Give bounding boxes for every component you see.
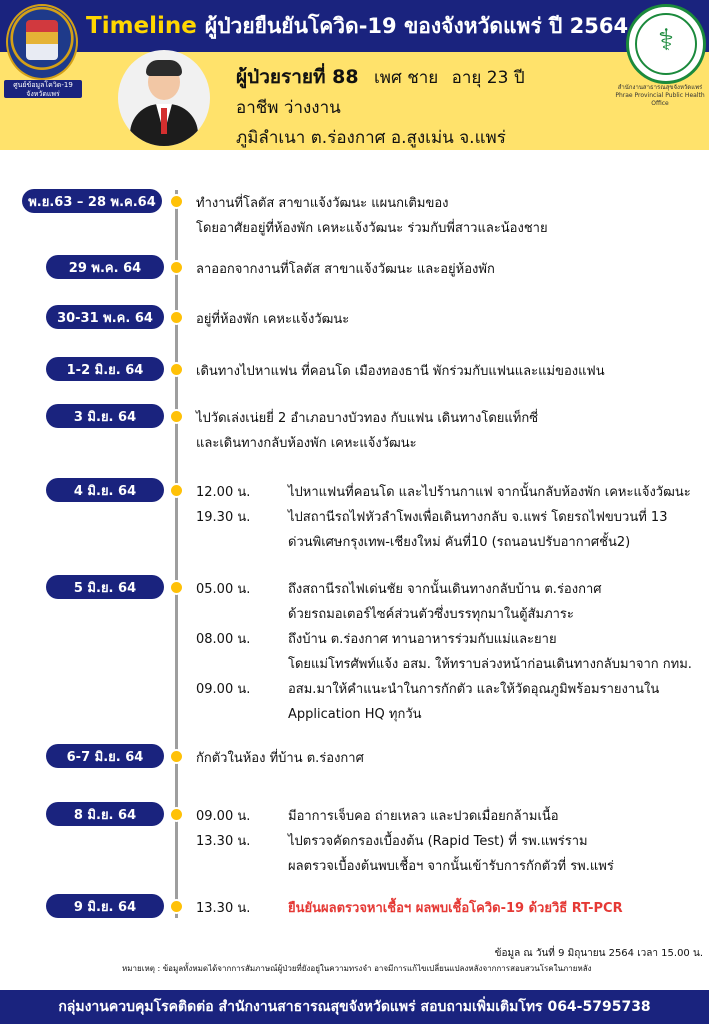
patient-occupation: อาชีพ ว่างงาน — [236, 98, 341, 118]
date-pill: 29 พ.ค. 64 — [46, 255, 164, 279]
patient-sex: เพศ ชาย — [374, 68, 439, 88]
date-pill: 6-7 มิ.ย. 64 — [46, 744, 164, 768]
event-text: ถึงสถานีรถไฟเด่นชัย จากนั้นเดินทางกลับบ้าน ต.ร่องกาศ — [288, 582, 602, 597]
title-rest: ผู้ป่วยยืนยันโควิด-19 ของจังหวัดแพร่ ปี 2564 — [204, 13, 629, 38]
event-time: 05.00 น. — [196, 582, 251, 597]
timeline-dot — [169, 310, 184, 325]
event-text: ไปวัดเล่งเน่ยยี่ 2 อำเภอบางบัวทอง กับแฟน เดินทางโดยแท็กซี่ — [196, 411, 539, 426]
event-text: โดยแม่โทรศัพท์แจ้ง อสม. ให้ทราบล่วงหน้าก่อนเดินทางกลับมาจาก กทม. — [288, 657, 692, 672]
timeline-dot — [169, 899, 184, 914]
event-text: Application HQ ทุกวัน — [288, 707, 422, 722]
timeline-dot — [169, 260, 184, 275]
patient-number: ผู้ป่วยรายที่ 88 — [236, 66, 359, 88]
page-title — [86, 6, 629, 46]
event-time: 09.00 น. — [196, 682, 251, 697]
event-text: ผลตรวจเบื้องต้นพบเชื้อฯ จากนั้นเข้ารับการกักตัวที่ รพ.แพร่ — [288, 859, 614, 874]
patient-avatar-icon — [118, 50, 210, 146]
event-time: 09.00 น. — [196, 809, 251, 824]
date-pill: 9 มิ.ย. 64 — [46, 894, 164, 918]
date-pill: 3 มิ.ย. 64 — [46, 404, 164, 428]
event-time: 13.30 น. — [196, 901, 251, 916]
date-pill: 5 มิ.ย. 64 — [46, 575, 164, 599]
data-as-of: ข้อมูล ณ วันที่ 9 มิถุนายน 2564 เวลา 15.00 น. — [494, 948, 703, 959]
event-text: อสม.มาให้คำแนะนำในการกักตัว และให้วัดอุณภูมิพร้อมรายงานใน — [288, 682, 660, 697]
event-text: ด้วยรถมอเตอร์ไซค์ส่วนตัวซึ่งบรรทุกมาในตู้สัมภาระ — [288, 607, 574, 622]
patient-domicile: ภูมิลำเนา ต.ร่องกาศ อ.สูงเม่น จ.แพร่ — [236, 128, 506, 148]
timeline-dot — [169, 409, 184, 424]
event-text: ลาออกจากงานที่โลตัส สาขาแจ้งวัฒนะ และอยู่ห้องพัก — [196, 262, 495, 277]
event-text: อยู่ที่ห้องพัก เคหะแจ้งวัฒนะ — [196, 312, 350, 327]
event-time: 08.00 น. — [196, 632, 251, 647]
event-time: 19.30 น. — [196, 510, 251, 525]
date-pill: 1-2 มิ.ย. 64 — [46, 357, 164, 381]
event-text: ไปสถานีรถไฟหัวลำโพงเพื่อเดินทางกลับ จ.แพร่ โดยรถไฟขบวนที่ 13 — [288, 510, 668, 525]
date-pill: พ.ย.63 – 28 พ.ค.64 — [22, 189, 162, 213]
event-time: 13.30 น. — [196, 834, 251, 849]
left-logo-label: ศูนย์ข้อมูลโควิด-19 จังหวัดแพร่ — [4, 80, 82, 98]
ministry-public-health-logo — [626, 4, 706, 84]
contact-footer: กลุ่มงานควบคุมโรคติดต่อ สำนักงานสาธารณสุขจังหวัดแพร่ สอบถามเพิ่มเติมโทร 064-5795738 — [0, 990, 709, 1024]
event-text: มีอาการเจ็บคอ ถ่ายเหลว และปวดเมื่อยกล้ามเนื้อ — [288, 809, 559, 824]
event-text: ทำงานที่โลตัส สาขาแจ้งวัฒนะ แผนกเติมของ — [196, 196, 449, 211]
timeline-dot — [169, 362, 184, 377]
event-text: กักตัวในห้อง ที่บ้าน ต.ร่องกาศ — [196, 751, 364, 766]
timeline-dot — [169, 194, 184, 209]
timeline-dot — [169, 483, 184, 498]
disclaimer-note: หมายเหตุ : ข้อมูลทั้งหมดได้จากการสัมภาษณ์ผู้ป่วยที่ยังอยู่ในความทรงจำ อาจมีการแก้ไขเปลี่ยนแปลงหลังจากการสอบสวนโรคในภายหลัง — [122, 964, 592, 973]
event-time: 12.00 น. — [196, 485, 251, 500]
event-text: โดยอาศัยอยู่ที่ห้องพัก เคหะแจ้งวัฒนะ ร่วมกับพี่สาวและน้องชาย — [196, 221, 548, 236]
provincial-seal-logo — [6, 4, 78, 80]
event-text: เดินทางไปหาแฟน ที่คอนโด เมืองทองธานี พักร่วมกับแฟนและแม่ของแฟน — [196, 364, 605, 379]
date-pill: 8 มิ.ย. 64 — [46, 802, 164, 826]
event-text: ไปหาแฟนที่คอนโด และไปร้านกาแฟ จากนั้นกลับห้องพัก เคหะแจ้งวัฒนะ — [288, 485, 691, 500]
event-text: ไปตรวจคัดกรองเบื้องต้น (Rapid Test) ที่ รพ.แพร่ราม — [288, 834, 588, 849]
confirmed-result-text: ยืนยันผลตรวจหาเชื้อฯ ผลพบเชื้อโควิด-19 ด้วยวิธี RT-PCR — [288, 901, 623, 916]
patient-line-1 — [236, 62, 533, 92]
date-pill: 30-31 พ.ค. 64 — [46, 305, 164, 329]
caduceus-icon: ⚕ — [657, 23, 675, 58]
right-logo-label: สำนักงานสาธารณสุขจังหวัดแพร่ Phrae Provincial Public Health Office — [615, 84, 705, 107]
event-text: ถึงบ้าน ต.ร่องกาศ ทานอาหารร่วมกับแม่และยาย — [288, 632, 557, 647]
event-text: ด่วนพิเศษกรุงเทพ-เชียงใหม่ คันที่10 (รถนอนปรับอากาศชั้น2) — [288, 535, 631, 550]
timeline-dot — [169, 580, 184, 595]
timeline-dot — [169, 807, 184, 822]
date-pill: 4 มิ.ย. 64 — [46, 478, 164, 502]
patient-age: อายุ 23 ปี — [451, 68, 525, 88]
event-text: และเดินทางกลับห้องพัก เคหะแจ้งวัฒนะ — [196, 436, 417, 451]
title-highlight: Timeline — [86, 13, 197, 39]
timeline-dot — [169, 749, 184, 764]
